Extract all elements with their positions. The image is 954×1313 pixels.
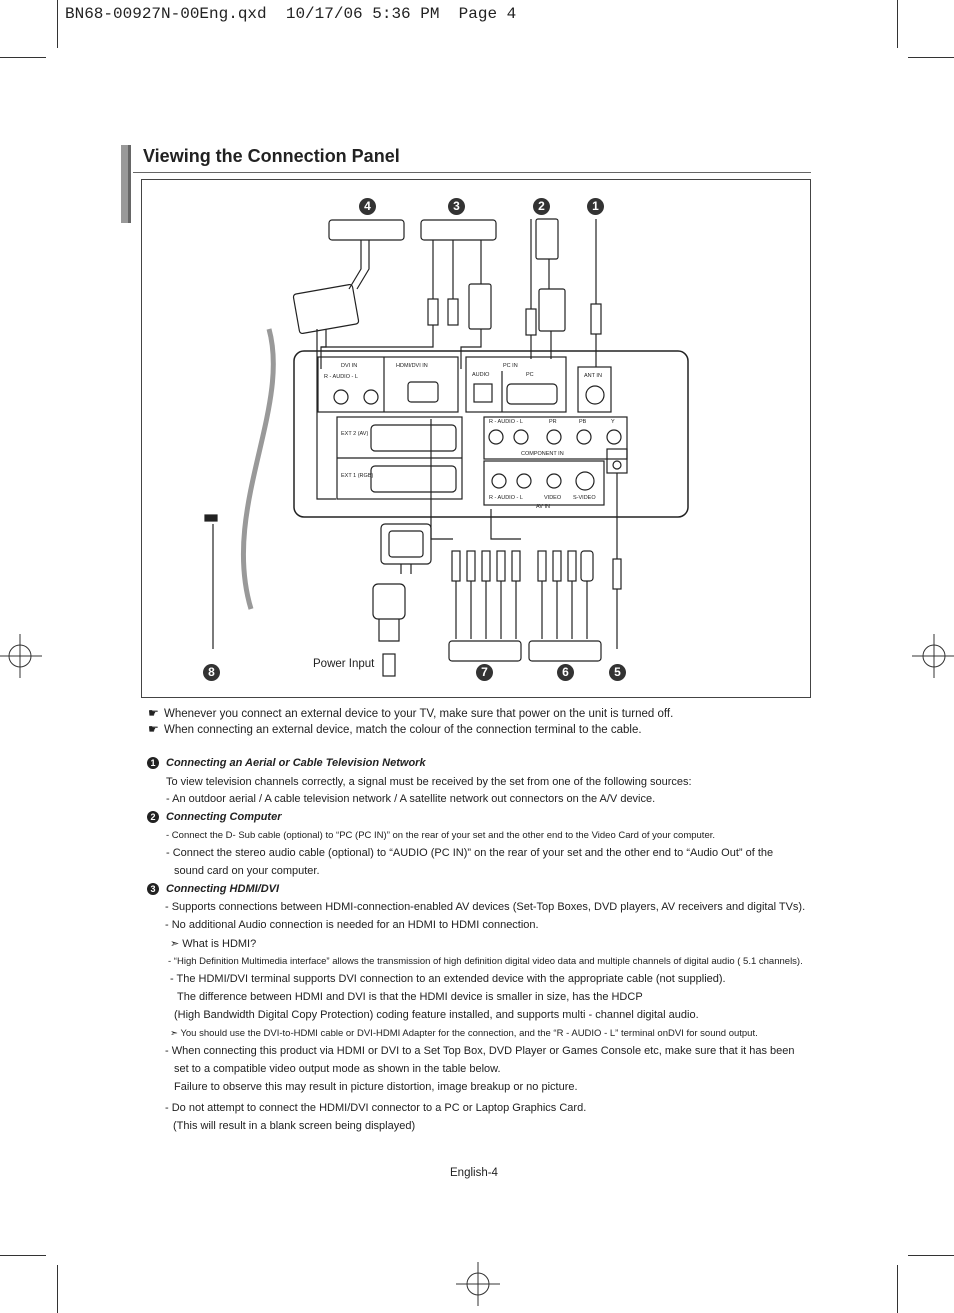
body-line: - No additional Audio connection is needed for an HDMI to HDMI connection. [165, 919, 539, 931]
arrow-icon: ➣ [170, 1028, 181, 1039]
pb-label: PB [579, 419, 587, 425]
rca-plugs-group-7 [452, 551, 520, 639]
device-7-icon [449, 641, 521, 661]
crop-mark [908, 57, 954, 58]
ext1-label: EXT 1 (RGB) [341, 473, 374, 479]
pc-label: PC [526, 372, 534, 378]
arrow-icon: ➣ [170, 938, 183, 950]
page-footer: English-4 [450, 1167, 498, 1179]
section-heading: Connecting an Aerial or Cable Television Network [166, 757, 426, 769]
body-line: sound card on your computer. [174, 865, 320, 877]
badge-5: 5 [609, 664, 626, 681]
crop-mark [57, 0, 58, 48]
note-line: ☛ Whenever you connect an external device to your TV, make sure that power on the unit is turned off. [148, 706, 674, 720]
av-in-label: AV IN [536, 504, 550, 510]
crop-mark [57, 1265, 58, 1313]
y-label: Y [611, 419, 615, 425]
pc-in-label: PC IN [503, 363, 518, 369]
component-in-label: COMPONENT IN [521, 451, 564, 457]
badge-1: 1 [587, 198, 604, 215]
hdmi-dvi-in-label: HDMI/DVI IN [396, 363, 428, 369]
device-4-icon [329, 220, 404, 240]
section-heading: Connecting HDMI/DVI [166, 883, 280, 895]
body-line: The difference between HDMI and DVI is that the HDMI device is smaller in size, has the HDCP [177, 991, 643, 1003]
note-line: ☛ When connecting an external device, match the colour of the connection terminal to the cable. [148, 722, 642, 736]
ant-in-label: ANT IN [584, 373, 602, 379]
device-3-icon [421, 220, 496, 240]
pointing-hand-icon: ☛ [148, 706, 159, 720]
ext2-label: EXT 2 (AV) [341, 431, 369, 437]
body-line: (High Bandwidth Digital Copy Protection) coding feature installed, and supports multi - channel digital audio. [174, 1009, 699, 1021]
power-input-label: Power Input [313, 658, 375, 670]
body-line: - “High Definition Multimedia interface” allows the transmission of high definition digital video data and multiple channels of digital audio ( 5.1 channels). [168, 956, 803, 967]
registration-mark-icon [456, 1262, 500, 1306]
title-rule [133, 172, 811, 173]
page-title: Viewing the Connection Panel [143, 146, 400, 166]
badge-7: 7 [476, 664, 493, 681]
body-line: Failure to observe this may result in picture distortion, image breakup or no picture. [174, 1081, 578, 1093]
badge-6: 6 [557, 664, 574, 681]
section-number: 3 [147, 883, 159, 895]
crop-mark [908, 1255, 954, 1256]
rca-plugs-group-6 [538, 551, 593, 639]
print-header: BN68-00927N-00Eng.qxd 10/17/06 5:36 PM Page 4 [65, 5, 517, 23]
section-bar [128, 145, 131, 223]
section-number: 1 [147, 757, 159, 769]
body-line: (This will result in a blank screen being displayed) [173, 1120, 416, 1132]
body-line: ➣ What is HDMI? [170, 938, 257, 950]
body-line: - An outdoor aerial / A cable television network / A satellite network out connectors on the A/V device. [166, 793, 656, 805]
body-line: - The HDMI/DVI terminal supports DVI connection to an extended device with the appropriate cable (not supplied). [170, 973, 726, 985]
pr-label: PR [549, 419, 557, 425]
section-number: 2 [147, 811, 159, 823]
body-line: ➣ You should use the DVI-to-HDMI cable or DVI-HDMI Adapter for the connection, and the “R - AUDIO - L” terminal onDVI for sound output. [170, 1028, 758, 1039]
body-line: To view television channels correctly, a signal must be received by the set from one of the following sources: [166, 776, 692, 788]
crop-mark [0, 57, 46, 58]
registration-mark-icon [0, 634, 42, 678]
audio-label: AUDIO [472, 372, 490, 378]
connection-panel-diagram [141, 179, 811, 698]
body-line: - Connect the D- Sub cable (optional) to “PC (PC IN)” on the rear of your set and the other end to the Video Card of your computer. [166, 830, 716, 841]
body-line: - When connecting this product via HDMI or DVI to a Set Top Box, DVD Player or Games Console etc, make sure that it has been [165, 1045, 795, 1057]
s-video-label: S-VIDEO [573, 495, 596, 501]
badge-3: 3 [448, 198, 465, 215]
badge-4: 4 [359, 198, 376, 215]
badge-8: 8 [203, 664, 220, 681]
body-line: - Connect the stereo audio cable (optional) to “AUDIO (PC IN)” on the rear of your set and the other end to “Audio Out” of the [166, 847, 774, 859]
registration-mark-icon [912, 634, 954, 678]
body-line: - Supports connections between HDMI-connection-enabled AV devices (Set-Top Boxes, DVD players, AV receivers and digital TVs). [165, 901, 806, 913]
dvi-in-label: DVI IN [341, 363, 358, 369]
component-audio-label: R - AUDIO - L [489, 419, 523, 425]
crop-mark [897, 1265, 898, 1313]
section-heading: Connecting Computer [166, 811, 282, 823]
body-line: set to a compatible video output mode as shown in the table below. [174, 1063, 501, 1075]
audio-rl-label: R - AUDIO - L [324, 374, 358, 380]
crop-mark [897, 0, 898, 48]
device-6-icon [529, 641, 601, 661]
pointing-hand-icon: ☛ [148, 722, 159, 736]
video-label: VIDEO [544, 495, 562, 501]
av-audio-label: R - AUDIO - L [489, 495, 523, 501]
crop-mark [0, 1255, 46, 1256]
body-line: - Do not attempt to connect the HDMI/DVI connector to a PC or Laptop Graphics Card. [165, 1102, 587, 1114]
badge-2: 2 [533, 198, 550, 215]
